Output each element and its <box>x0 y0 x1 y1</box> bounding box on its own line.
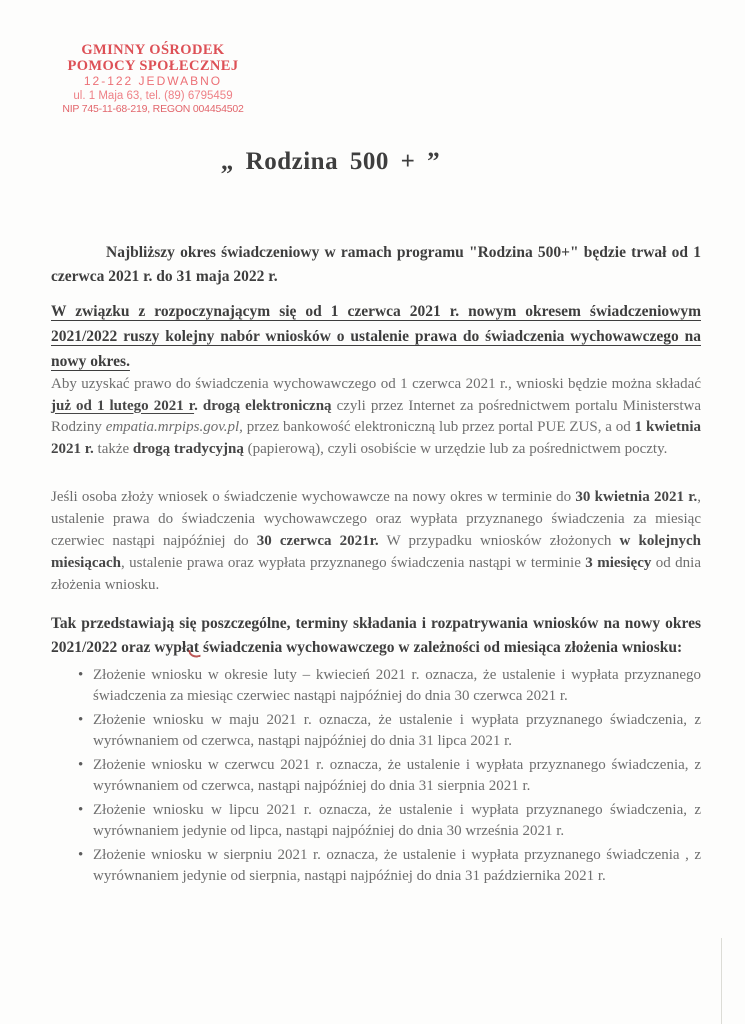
bullet-icon: • <box>78 802 84 818</box>
bullet-icon: • <box>78 712 84 728</box>
text-run: także <box>93 440 133 457</box>
text-run: , ustalenie prawa do świadczenia wychowawczego oraz wypłata przyznanego świadczenia za miesiąc czerwiec nastąpi najpóźniej do <box>51 489 701 549</box>
text-run-italic-portal-url: empatia.mrpips.gov.pl, <box>105 419 243 435</box>
bullet-icon: • <box>78 847 84 863</box>
text-run-bold: drogą tradycyjną <box>132 440 244 457</box>
list-item <box>51 755 701 797</box>
text-run-bold: . <box>194 397 203 414</box>
page-title: „ Rodzina 500 + ” <box>220 148 441 175</box>
paragraph-schedule-intro: Tak przedstawiają się poszczególne, terminy składania i rozpatrywania wniosków na nowy okres 2021/2022 oraz wypłat świadczenia wychowawczego w zależności od miesiąca złożenia wniosku: <box>51 615 701 656</box>
stamp-org-name-line1: GMINNY OŚRODEK <box>81 42 225 58</box>
list-item-text: Złożenie wniosku w maju 2021 r. oznacza, że ustalenie i wypłata przyznanego świadczenia, z wyrównaniem od czerwca, nastąpi najpóźniej do dnia 31 lipca 2021 r. <box>93 712 701 749</box>
text-run: Jeśli osoba złoży wniosek o świadczenie wychowawcze na nowy okres w terminie do <box>51 489 576 505</box>
stamp-org-name-line2: POMOCY SPOŁECZNEJ <box>67 58 239 75</box>
stamp-nip-regon: NIP 745-11-68-219, REGON 004454502 <box>62 102 244 115</box>
text-run: W przypadku wniosków złożonych <box>378 533 620 549</box>
paragraph-application-channels <box>51 374 701 460</box>
text-run: czyli przez Internet za pośrednictwem portalu Ministerstwa Rodziny <box>51 397 702 435</box>
list-item <box>51 665 701 707</box>
list-item <box>51 710 701 752</box>
text-run-bold: w kolejnych miesiącach <box>51 533 701 571</box>
list-item <box>51 845 701 887</box>
list-item-text: Złożenie wniosku w sierpniu 2021 r. oznacza, że ustalenie i wypłata przyznanego świadczenia , z wyrównaniem jedynie od sierpnia, nastąpi najpóźniej do dnia 31 października 2021 r. <box>93 847 701 884</box>
list-item-text: Złożenie wniosku w okresie luty – kwiecień 2021 r. oznacza, że ustalenie i wypłata przyznanego świadczenia za miesiąc czerwiec nastąpi najpóźniej do dnia 30 czerwca 2021 r. <box>93 667 701 704</box>
text-run: przez bankowość elektroniczną lub przez portal PUE ZUS, a od <box>242 419 635 435</box>
text-run-bold: drogą elektroniczną <box>202 397 332 414</box>
list-item <box>51 800 701 842</box>
bullet-icon: • <box>78 667 84 683</box>
text-run-bold: 30 czerwca 2021r. <box>256 533 379 549</box>
text-run-bold: 3 miesięcy <box>585 555 652 571</box>
paragraph-deadlines <box>51 486 701 596</box>
text-run: (papierową), czyli osobiście w urzędzie lub za pośrednictwem poczty. <box>243 440 668 457</box>
text-run: , ustalenie prawa oraz wypłata przyznanego świadczenia nastąpi w terminie <box>120 555 586 571</box>
list-item-text: Złożenie wniosku w lipcu 2021 r. oznacza, że ustalenie i wypłata przyznanego świadczenia, z wyrównaniem jedynie od lipca, nastąpi najpóźniej do dnia 30 września 2021 r. <box>93 802 701 839</box>
text-run-bold-underline: już od 1 lutego 2021 r <box>51 397 195 414</box>
bullet-icon: • <box>78 757 84 773</box>
text-run: Aby uzyskać prawo do świadczenia wychowawczego od 1 czerwca 2021 r., wnioski będzie można składać <box>51 376 701 392</box>
submission-schedule-list <box>51 665 701 890</box>
list-item-text: Złożenie wniosku w czerwcu 2021 r. oznacza, że ustalenie i wypłata przyznanego świadczenia, z wyrównaniem od czerwca, nastąpi najpóźniej do dnia 31 sierpnia 2021 r. <box>93 757 701 794</box>
office-stamp <box>58 42 248 116</box>
paragraph-benefit-period: Najbliższy okres świadczeniowy w ramach programu "Rodzina 500+" będzie trwał od 1 czerwca 2021 r. do 31 maja 2022 r. <box>51 244 701 285</box>
stamp-postal-address: 12-122 JEDWABNO <box>83 74 223 89</box>
stamp-street-phone: ul. 1 Maja 63, tel. (89) 6795459 <box>73 89 233 102</box>
text-run-bold: 30 kwietnia 2021 r. <box>575 489 698 505</box>
scan-artifact-line <box>721 938 722 1024</box>
text-run-bold: 1 kwietnia 2021 r. <box>51 419 701 457</box>
paragraph-new-period-announcement: W związku z rozpoczynającym się od 1 czerwca 2021 r. nowym okresem świadczeniowym 2021/2022 ruszy kolejny nabór wniosków o ustalenie prawa do świadczenia wychowawczego na nowy okres. <box>51 303 701 370</box>
text-run: od dnia złożenia wniosku. <box>51 555 702 593</box>
